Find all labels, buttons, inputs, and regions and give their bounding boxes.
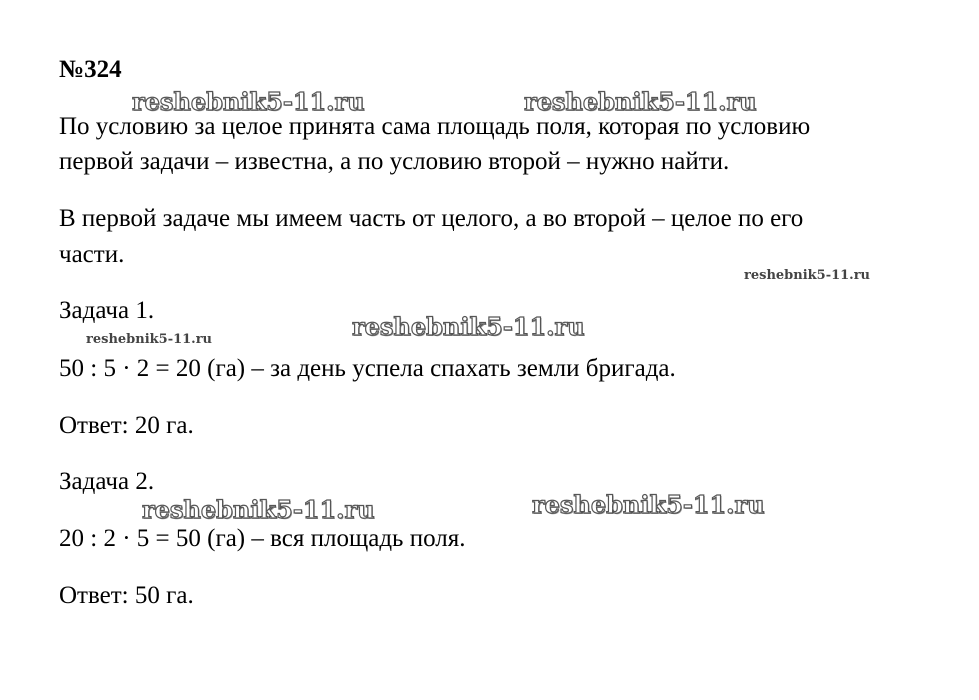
watermark: reshebnik5-11.ru bbox=[86, 332, 213, 347]
watermark: reshebnik5-11.ru bbox=[132, 87, 365, 116]
paragraph-line-2: первой задачи – известна, а по условию второй – нужно найти. bbox=[59, 148, 730, 175]
task1-solution: 50 : 5 · 2 = 20 (га) – за день успела спахать земли бригада. bbox=[59, 355, 676, 382]
task2-heading: Задача 2. bbox=[59, 468, 155, 495]
task2-solution: 20 : 2 · 5 = 50 (га) – вся площадь поля. bbox=[59, 525, 466, 552]
task2-answer: Ответ: 50 га. bbox=[59, 582, 194, 609]
paragraph-line-4: части. bbox=[59, 241, 125, 268]
task-number: №324 bbox=[59, 56, 122, 83]
watermark: reshebnik5-11.ru bbox=[532, 490, 765, 519]
watermark: reshebnik5-11.ru bbox=[352, 312, 585, 341]
watermark: reshebnik5-11.ru bbox=[142, 495, 375, 524]
paragraph-line-1: По условию за целое принята сама площадь поля, которая по условию bbox=[59, 113, 811, 140]
watermark: reshebnik5-11.ru bbox=[524, 87, 757, 116]
task1-heading: Задача 1. bbox=[59, 297, 155, 324]
watermark: reshebnik5-11.ru bbox=[744, 268, 871, 283]
task1-answer: Ответ: 20 га. bbox=[59, 412, 194, 439]
paragraph-line-3: В первой задаче мы имеем часть от целого, а во второй – целое по его bbox=[59, 205, 804, 232]
